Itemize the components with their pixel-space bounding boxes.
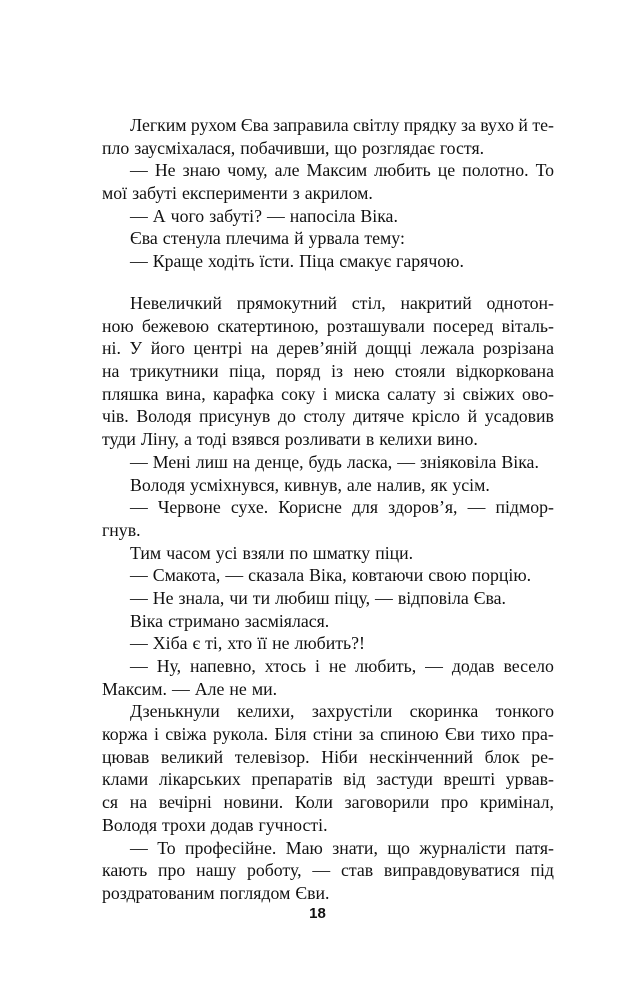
text-line bbox=[102, 678, 554, 701]
word: налив, bbox=[376, 474, 426, 495]
word: келихи, bbox=[237, 701, 295, 722]
word: рухом bbox=[190, 115, 237, 135]
word: келихи bbox=[379, 429, 433, 450]
word: Біля bbox=[274, 724, 307, 745]
word: стіни bbox=[312, 724, 353, 745]
text-line bbox=[102, 882, 554, 905]
word: прядку bbox=[403, 115, 457, 135]
word: і bbox=[314, 656, 320, 676]
word: пло bbox=[102, 137, 130, 158]
word: новини. bbox=[223, 792, 284, 813]
word: заправила bbox=[272, 115, 349, 135]
word: ті, bbox=[205, 633, 223, 654]
word: додав bbox=[210, 814, 254, 835]
word: забуті bbox=[132, 183, 177, 204]
page-number: 18 bbox=[309, 905, 326, 922]
word: експерименти bbox=[181, 183, 288, 204]
word: нашу bbox=[196, 860, 237, 881]
word: поглядом bbox=[219, 882, 291, 903]
word: препаратів bbox=[251, 769, 333, 790]
word: напевно, bbox=[190, 656, 256, 676]
word: усадовив bbox=[484, 406, 554, 427]
text-line bbox=[102, 859, 554, 882]
word: То bbox=[157, 837, 176, 858]
text-line bbox=[102, 360, 554, 383]
word: карафка bbox=[212, 383, 274, 404]
word: Смакота, bbox=[152, 565, 221, 586]
word: — bbox=[266, 205, 285, 226]
word: блок bbox=[484, 746, 520, 767]
word: кивнув, bbox=[284, 474, 342, 495]
word: знала, bbox=[178, 587, 225, 608]
word: захрустіли bbox=[311, 701, 393, 722]
word: взявся bbox=[231, 429, 280, 450]
word: кають bbox=[102, 860, 148, 881]
word: хто bbox=[227, 633, 253, 654]
word: — bbox=[130, 451, 148, 472]
word: Хіба bbox=[152, 633, 188, 654]
word: розташували bbox=[326, 315, 425, 336]
word: роботу, bbox=[246, 860, 302, 881]
word: часом bbox=[166, 542, 211, 563]
text-line bbox=[102, 791, 554, 814]
word: розливати bbox=[284, 429, 361, 450]
word: урвав- bbox=[505, 769, 554, 790]
word: пляшка bbox=[102, 383, 159, 404]
word: гнув. bbox=[102, 519, 141, 540]
word: підмор- bbox=[495, 497, 554, 518]
word: поряд bbox=[276, 361, 321, 382]
word: врешті bbox=[443, 769, 496, 790]
word: що bbox=[387, 837, 410, 858]
word: тонкого bbox=[495, 701, 554, 722]
word: як bbox=[430, 474, 448, 495]
word: весело bbox=[503, 656, 554, 676]
word: Маю bbox=[285, 837, 323, 858]
text-line bbox=[102, 292, 554, 315]
word: дощці bbox=[365, 338, 412, 359]
word: усім. bbox=[452, 474, 490, 495]
text-line bbox=[102, 428, 554, 451]
word: — bbox=[130, 656, 148, 676]
word: Ніби bbox=[321, 746, 358, 767]
word: туди bbox=[102, 429, 136, 450]
word: посеред bbox=[433, 315, 494, 336]
word: цював bbox=[102, 746, 150, 767]
word: її bbox=[257, 633, 268, 654]
word: Єва bbox=[130, 228, 158, 249]
word: Червоне bbox=[157, 497, 221, 518]
word: свою bbox=[428, 565, 467, 586]
word: й bbox=[294, 228, 304, 249]
word: кримінал, bbox=[479, 792, 554, 813]
word: тихо bbox=[480, 724, 516, 745]
word: скоринка bbox=[409, 701, 479, 722]
word: а bbox=[183, 429, 192, 450]
word: — bbox=[397, 451, 415, 472]
word: ся bbox=[102, 792, 119, 813]
word: зніяковіла bbox=[420, 451, 497, 472]
word: миска bbox=[334, 383, 380, 404]
text-line bbox=[102, 451, 554, 474]
word: — bbox=[312, 860, 331, 881]
word: те- bbox=[532, 115, 554, 135]
word: свіжа bbox=[165, 724, 207, 745]
word: урвала bbox=[308, 228, 360, 249]
word: — bbox=[130, 160, 148, 181]
word: ковтаючи bbox=[351, 565, 424, 586]
word: Тим bbox=[130, 542, 162, 563]
word: усі bbox=[215, 542, 238, 563]
word: центрі bbox=[193, 338, 243, 359]
word: — bbox=[375, 587, 393, 608]
word: що bbox=[334, 137, 357, 158]
word: взяли bbox=[242, 542, 285, 563]
word: любиш bbox=[275, 587, 330, 608]
text-line bbox=[102, 496, 554, 519]
word: ово- bbox=[521, 383, 554, 404]
word: не bbox=[272, 633, 290, 654]
word: Володя bbox=[102, 814, 157, 835]
word: любить?! bbox=[294, 633, 365, 654]
word: на bbox=[129, 792, 148, 813]
word: не bbox=[229, 678, 247, 699]
word: відкоркована bbox=[455, 361, 554, 382]
word: ми. bbox=[251, 678, 278, 699]
word: шматку bbox=[312, 542, 371, 563]
text-line bbox=[102, 655, 554, 678]
word: — bbox=[130, 587, 148, 608]
word: розглядає bbox=[362, 137, 435, 158]
word: нескінченний bbox=[369, 746, 473, 767]
word: Віка. bbox=[360, 205, 398, 226]
word: й bbox=[467, 406, 478, 427]
text-line bbox=[102, 564, 554, 587]
word: Володя bbox=[130, 474, 185, 495]
word: — bbox=[467, 497, 486, 518]
text-line bbox=[102, 814, 554, 837]
word: акрилом. bbox=[304, 183, 373, 204]
text-line bbox=[102, 205, 554, 228]
word: — bbox=[130, 205, 148, 226]
word: вино. bbox=[437, 429, 478, 450]
word: Єви. bbox=[295, 882, 330, 903]
word: А bbox=[152, 205, 166, 226]
text-block-top bbox=[102, 114, 554, 273]
text-line bbox=[102, 700, 554, 723]
word: його bbox=[150, 338, 185, 359]
word: це bbox=[437, 160, 456, 181]
word: — bbox=[225, 565, 244, 586]
text-line bbox=[102, 723, 554, 746]
text-line bbox=[102, 227, 554, 250]
word: професійне. bbox=[185, 837, 277, 858]
word: в bbox=[365, 429, 375, 450]
word: розрізана bbox=[483, 338, 554, 359]
word: ною bbox=[102, 315, 134, 336]
word: скатертиною, bbox=[217, 315, 319, 336]
word: будь bbox=[308, 451, 342, 472]
word: про bbox=[440, 792, 469, 813]
word: про bbox=[158, 860, 186, 881]
text-line bbox=[102, 542, 554, 565]
word: Максим. bbox=[102, 678, 168, 699]
word: на bbox=[232, 451, 251, 472]
word: чого bbox=[170, 205, 205, 226]
word: забуті? bbox=[209, 205, 262, 226]
word: — bbox=[130, 633, 148, 654]
word: клами bbox=[102, 769, 149, 790]
word: Єва bbox=[240, 115, 269, 135]
word: Корисне bbox=[278, 497, 342, 518]
word: гостя. bbox=[439, 137, 485, 158]
word: Не bbox=[154, 160, 176, 181]
word: чів. bbox=[102, 406, 129, 427]
word: здоров’я, bbox=[388, 497, 458, 518]
word: Володя bbox=[136, 406, 192, 427]
text-line bbox=[102, 474, 554, 497]
word: Віка, bbox=[309, 565, 347, 586]
word: став bbox=[340, 860, 374, 881]
word: їсти. bbox=[259, 251, 295, 272]
text-line bbox=[102, 632, 554, 655]
word: Мені bbox=[152, 451, 191, 472]
word: — bbox=[130, 251, 148, 272]
text-line bbox=[102, 315, 554, 338]
word: Ліну, bbox=[140, 429, 179, 450]
word: Але bbox=[194, 678, 225, 699]
word: Легким bbox=[130, 115, 187, 135]
word: сухе. bbox=[230, 497, 269, 518]
text-line bbox=[102, 519, 554, 542]
word: мої bbox=[102, 183, 128, 204]
word: для bbox=[351, 497, 379, 518]
word: вухо bbox=[480, 115, 515, 135]
word: крісло bbox=[411, 406, 460, 427]
word: — bbox=[130, 497, 148, 518]
word: Максим bbox=[306, 160, 368, 181]
word: дитяче bbox=[353, 406, 405, 427]
word: є bbox=[192, 633, 201, 654]
word: світлу bbox=[353, 115, 400, 135]
word: засміялася. bbox=[244, 610, 330, 631]
word: — bbox=[130, 565, 148, 586]
word: під bbox=[530, 860, 554, 881]
word: Віка. bbox=[501, 451, 539, 472]
text-line bbox=[102, 837, 554, 860]
word: Єва. bbox=[473, 587, 506, 608]
text-line bbox=[102, 250, 554, 273]
text-block-main bbox=[102, 292, 554, 905]
word: великий bbox=[160, 746, 224, 767]
word: стенула bbox=[162, 228, 221, 249]
word: на bbox=[102, 361, 120, 382]
word: заговорили bbox=[344, 792, 430, 813]
word: чому, bbox=[227, 160, 268, 181]
word: ходіть bbox=[208, 251, 255, 272]
word: Невеличкий bbox=[130, 293, 222, 313]
word: телевізор. bbox=[234, 746, 310, 767]
word: дерев’яній bbox=[276, 338, 358, 359]
word: порцію. bbox=[471, 565, 532, 586]
word: і bbox=[322, 383, 328, 404]
word: усміхнувся, bbox=[190, 474, 280, 495]
word: за bbox=[358, 724, 374, 745]
word: тоді bbox=[196, 429, 227, 450]
word: віталь- bbox=[501, 315, 554, 336]
text-line bbox=[102, 610, 554, 633]
word: до bbox=[277, 406, 296, 427]
word: знати, bbox=[332, 837, 378, 858]
word: гарячою. bbox=[396, 251, 464, 272]
word: вина, bbox=[165, 383, 206, 404]
word: з bbox=[292, 183, 300, 204]
word: салату bbox=[387, 383, 437, 404]
word: Коли bbox=[294, 792, 333, 813]
word: і bbox=[154, 724, 159, 745]
text-line bbox=[102, 114, 554, 137]
word: піца, bbox=[229, 361, 266, 382]
word: ре- bbox=[531, 746, 554, 767]
word: У bbox=[129, 338, 143, 359]
word: То bbox=[535, 160, 554, 181]
word: лежала bbox=[420, 338, 475, 359]
word: однотон- bbox=[486, 293, 554, 313]
word: знаю bbox=[182, 160, 221, 181]
text-line bbox=[102, 337, 554, 360]
word: стояли bbox=[394, 361, 446, 382]
word: накритий bbox=[400, 293, 472, 313]
word: Віка bbox=[130, 610, 164, 631]
word: гучності. bbox=[258, 814, 328, 835]
word: трохи bbox=[162, 814, 206, 835]
word: свіжих bbox=[462, 383, 515, 404]
word: застуди bbox=[376, 769, 433, 790]
word: Піца bbox=[299, 251, 335, 272]
word: смакує bbox=[339, 251, 392, 272]
word: на bbox=[250, 338, 269, 359]
word: — bbox=[130, 837, 148, 858]
word: додав bbox=[451, 656, 495, 676]
word: Не bbox=[152, 587, 174, 608]
word: піци. bbox=[375, 542, 414, 563]
word: Краще bbox=[152, 251, 204, 272]
word: коржа bbox=[102, 724, 148, 745]
word: хтось bbox=[264, 656, 307, 676]
word: — bbox=[172, 678, 190, 699]
word: стримано bbox=[168, 610, 240, 631]
word: побачивши, bbox=[240, 137, 330, 158]
word: трикутники bbox=[129, 361, 219, 382]
word: й bbox=[518, 115, 528, 135]
word: рукола. bbox=[212, 724, 269, 745]
word: від bbox=[343, 769, 366, 790]
word: плечима bbox=[225, 228, 290, 249]
word: за bbox=[460, 115, 476, 135]
word: бежевою bbox=[141, 315, 210, 336]
word: не bbox=[328, 656, 347, 676]
word: зі bbox=[443, 383, 456, 404]
word: любить, bbox=[355, 656, 417, 676]
word: піцу, bbox=[334, 587, 371, 608]
text-line bbox=[102, 182, 554, 205]
word: нею bbox=[353, 361, 385, 382]
word: Єви bbox=[444, 724, 475, 745]
word: ласка, bbox=[346, 451, 393, 472]
text-line bbox=[102, 137, 554, 160]
text-line bbox=[102, 746, 554, 769]
word: прямокутний bbox=[236, 293, 338, 313]
text-line bbox=[102, 383, 554, 406]
word: любить bbox=[374, 160, 431, 181]
word: — bbox=[425, 656, 443, 676]
word: присунув bbox=[199, 406, 271, 427]
word: виправдовуватися bbox=[383, 860, 520, 881]
text-line bbox=[102, 159, 554, 182]
word: відповіла bbox=[397, 587, 469, 608]
word: Ну, bbox=[156, 656, 182, 676]
word: Дзенькнули bbox=[130, 701, 220, 722]
word: вечірні bbox=[158, 792, 212, 813]
word: лиш bbox=[195, 451, 228, 472]
word: пра- bbox=[521, 724, 554, 745]
text-line bbox=[102, 587, 554, 610]
word: полотно. bbox=[462, 160, 529, 181]
word: заусміхалася, bbox=[134, 137, 236, 158]
word: тему: bbox=[364, 228, 405, 249]
text-line bbox=[102, 768, 554, 791]
word: соку bbox=[281, 383, 316, 404]
word: ти bbox=[252, 587, 271, 608]
word: ні. bbox=[102, 338, 121, 359]
text-line bbox=[102, 405, 554, 428]
word: стіл, bbox=[351, 293, 386, 313]
word: але bbox=[346, 474, 372, 495]
word: столу bbox=[303, 406, 346, 427]
word: роздратованим bbox=[102, 882, 215, 903]
word: журналісти bbox=[419, 837, 506, 858]
word: по bbox=[289, 542, 308, 563]
word: патя- bbox=[515, 837, 554, 858]
word: із bbox=[331, 361, 344, 382]
word: спиною bbox=[380, 724, 439, 745]
word: сказала bbox=[248, 565, 305, 586]
word: чи bbox=[229, 587, 248, 608]
word: лікарських bbox=[158, 769, 241, 790]
word: денце, bbox=[255, 451, 304, 472]
word: але bbox=[274, 160, 300, 181]
word: напосіла bbox=[289, 205, 356, 226]
